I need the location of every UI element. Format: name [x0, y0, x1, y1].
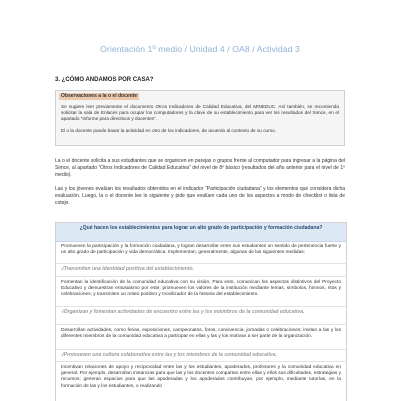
row-divider [56, 349, 346, 350]
instruction-paragraph-1: La o el docente solicita a sus estudiantes que se organicen en parejas o grupos frente al computador para ingresar a la página del Simce, al apartado “Otros Indicadores de Calidad Educativa” del nivel de 8º básico (resultados del año anterior para el nivel de 1º medio). [55, 158, 345, 178]
row-divider [56, 263, 346, 264]
observations-title: Observaciones a la o el docente [61, 93, 138, 99]
row-divider [56, 276, 346, 277]
table-header-text: ¿Qué hacen los establecimientos para lograr un alto grado de participación y formación ciudadana? [79, 225, 323, 231]
section-title: 3. ¿CÓMO ANDAMOS POR CASA? [55, 77, 154, 83]
instruction-paragraph-2: Las y los jóvenes evalúan los resultados obtenidos en el indicador “Participación ciudadana” y los elementos que considera dicha evaluación. Luego, la o el docente lee lo siguiente y pide que evalúen cada uno de los aspectos a modo de checklist o lista de cotejo. [55, 186, 345, 206]
row-divider [56, 306, 346, 307]
page-header: Orientación 1º medio / Unidad 4 / OA8 / Actividad 3 [100, 44, 300, 54]
item-heading: √Organizan y fomentan actividades de encuentro entre las y los miembros de la comunidad educativa. [61, 309, 305, 315]
checklist-table [55, 222, 347, 401]
table-header-row [56, 223, 346, 242]
observations-paragraph-1: Se sugiere leer previamente el documento Otros Indicadores de Calidad Educativa, del MINEDUC. Así también, se recomienda solicitar la sala de Enlaces para ocupar los computadores y la clave de su establecimiento para ver los resultados del Simce, en el apartado “Informe para directivos y docentes”. [61, 104, 339, 122]
item-heading: √Promueven una cultura colaborativa entre las y los miembros de la comunidad educativa. [61, 352, 277, 358]
row-divider [56, 361, 346, 362]
item-heading: √Transmiten una identidad positiva del establecimiento. [61, 266, 194, 272]
table-intro-text: Promueven la participación y la formación ciudadana, y logran desarrollar entre sus estudiantes un sentido de pertenencia fuerte y un alto grado de participación y vida democrática. Implementan, generalmente, algunas de las siguientes medidas: [61, 244, 341, 256]
row-divider [56, 324, 346, 325]
item-text: Desarrollan actividades, como ferias, exposiciones, campeonatos, foros, convivencia, jornadas o celebraciones; invitan a las y los diferentes miembros de la comunidad educativa a participar en ellas y las y los motivan a ser parte de la organización. [61, 328, 341, 340]
item-text: Incentivan relaciones de apoyo y reciprocidad entre las y los estudiantes, apoderados, profesores y la comunidad educativa en general. Por ejemplo, desarrollan instancias para que las y los docentes compartan entre ellas y ellos sus dificultades, estrategias y recursos; generan espacios para que las apoderadas y los apoderados contribuyan, por ejemplo, mediante tutorías, en la formación de las y los estudiantes, o realizando [61, 365, 341, 389]
observations-box [55, 90, 345, 146]
observations-paragraph-2: El o la docente puede basar la actividad en otro de los indicadores, de acuerdo al contexto de su curso. [61, 128, 276, 133]
item-text: Fomentan la identificación de la comunidad educativa con su visión. Para esto, comunican los aspectos distintivos del Proyecto Educativo y demuestran entusiasmo por este; promueven los valores de la institución mediante lemas, símbolos, himnos, ritos y celebraciones, y transmiten un relato positivo y movilizador de la historia del establecimiento. [61, 280, 341, 298]
